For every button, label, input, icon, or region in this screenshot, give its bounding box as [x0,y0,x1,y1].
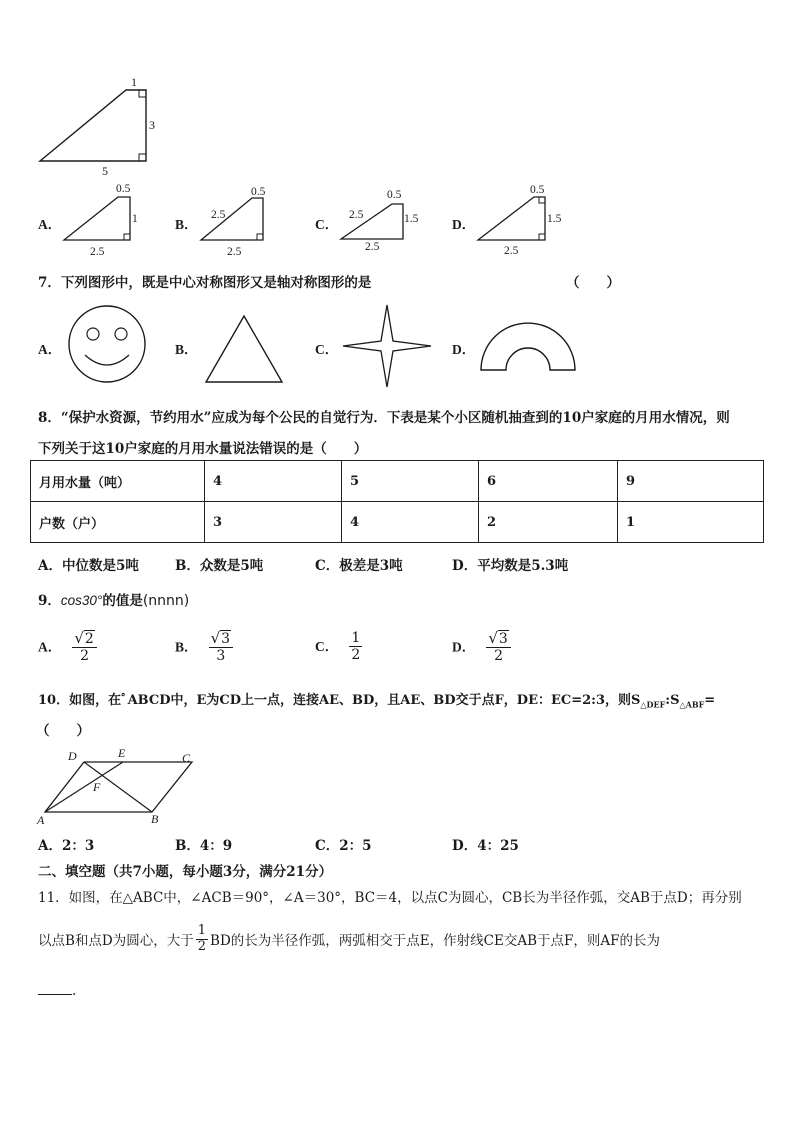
svg-text:1.5: 1.5 [404,213,419,225]
svg-text:0.5: 0.5 [251,186,266,198]
svg-text:2.5: 2.5 [211,209,226,221]
svg-text:2.5: 2.5 [365,241,380,253]
water-usage-table [30,460,764,543]
svg-text:0.5: 0.5 [387,189,402,201]
q11-answer-blank[interactable]: . [38,982,76,999]
q9-expression: cos30° [60,593,103,608]
semicircle-arch-icon [478,318,578,374]
q6-option-c-figure [335,182,425,258]
label-bottom: 5 [102,164,108,178]
q6-option-c-label: C． [315,217,339,232]
table-cell: 4 [205,461,342,502]
triangle-icon [203,313,285,385]
q11-question-line2: 以点B和点D为圆心，大于 $\frac{1}{2}$ BD的长为半径作弧，两弧相交于点E，作射线CE交AB于点F，则AF的长为 [38,923,660,954]
q10-option-d: D．4：25 [452,838,519,854]
q7-option-d-label: D． [452,342,476,357]
table-cell: 5 [342,461,479,502]
svg-text:2.5: 2.5 [504,245,519,257]
table-row [31,502,764,543]
q8-option-d: D．平均数是5.3吨 [452,558,569,574]
svg-text:1.5: 1.5 [547,213,562,225]
q10-option-c: C．2：5 [315,838,372,854]
four-point-star-icon [340,302,434,390]
q6-option-b-figure [195,180,285,258]
svg-text:D: D [68,749,77,763]
table-cell: 1 [618,502,764,543]
svg-text:1: 1 [132,213,138,225]
q8-option-c: C．极差是3吨 [315,558,403,574]
svg-text:A: A [37,813,45,827]
q10-question-line1: 10．如图，在ﾟABCD中，E为CD上一点，连接AE、BD，且AE、BD交于点F，DE：EC=2:3，则$S_{\triangle DEF}:S_{\triangle ABF}=$ [38,693,716,710]
q8-option-a: A．中位数是5吨 [38,558,139,574]
smiley-face-icon [66,303,148,385]
q10-question-line2: （ ） [36,723,90,739]
q6-option-d-label: D． [452,217,476,232]
label-right: 3 [149,118,155,132]
parallelogram-figure [34,745,204,827]
q6-option-d-figure [474,180,574,258]
top-trapezoid-figure [30,72,160,182]
table-row [31,461,764,502]
q9-option-b: B． √ 3 3 [175,630,233,664]
table-cell: 4 [342,502,479,543]
table-cell: 户数（户） [31,502,205,543]
svg-text:F: F [93,780,101,794]
svg-text:0.5: 0.5 [116,183,131,195]
svg-text:2.5: 2.5 [227,246,242,258]
svg-text:C: C [182,751,191,765]
q8-question-line2: 下列关于这10户家庭的月用水量说法错误的是（ ） [38,441,368,457]
section-heading-fill-in: 二、填空题（共7小题，每小题3分，满分21分） [38,864,333,880]
q7-option-a-label: A． [38,342,62,357]
q6-option-a-label: A． [38,217,62,232]
q10-option-b: B．4：9 [175,838,233,854]
table-cell: 9 [618,461,764,502]
q7-question: 7．下列图形中，既是中心对称图形又是轴对称图形的是 [38,275,372,291]
q11-question-line1: 11．如图，在△ABC中，∠ACB＝90°，∠A＝30°，BC＝4，以点C为圆心，CB长为半径作弧，交AB于点D；再分别 [38,890,742,906]
svg-text:B: B [151,812,159,826]
svg-text:2.5: 2.5 [90,246,105,258]
q9-option-c: C． $\frac{1}{2}$ [315,630,361,664]
q9-option-d: D． √ 3 2 [452,630,511,664]
table-cell: 2 [479,502,618,543]
q7-option-c-label: C． [315,342,339,357]
q10-option-a: A．2：3 [38,838,95,854]
svg-text:E: E [118,746,126,760]
q9-paren: (nnnn) [142,593,190,609]
q7-option-b-label: B． [175,342,198,357]
q6-option-b-label: B． [175,217,198,232]
table-cell: 3 [205,502,342,543]
q9-option-a: A． √ 2 2 [38,630,97,664]
svg-text:0.5: 0.5 [530,184,545,196]
q8-option-b: B．众数是5吨 [175,558,264,574]
table-cell: 6 [479,461,618,502]
q8-question-line1: 8．“保护水资源，节约用水”应成为每个公民的自觉行为．下表是某个小区随机抽查到的10户家庭的月用水情况，则 [38,410,730,426]
q7-answer-paren: （ ） [566,275,620,291]
q9-question: 9．cos30°的值是(nnnn) [38,593,190,609]
svg-text:2.5: 2.5 [349,209,364,221]
label-top: 1 [131,75,137,89]
q6-option-a-figure [60,180,150,258]
table-cell: 月用水量（吨） [31,461,205,502]
